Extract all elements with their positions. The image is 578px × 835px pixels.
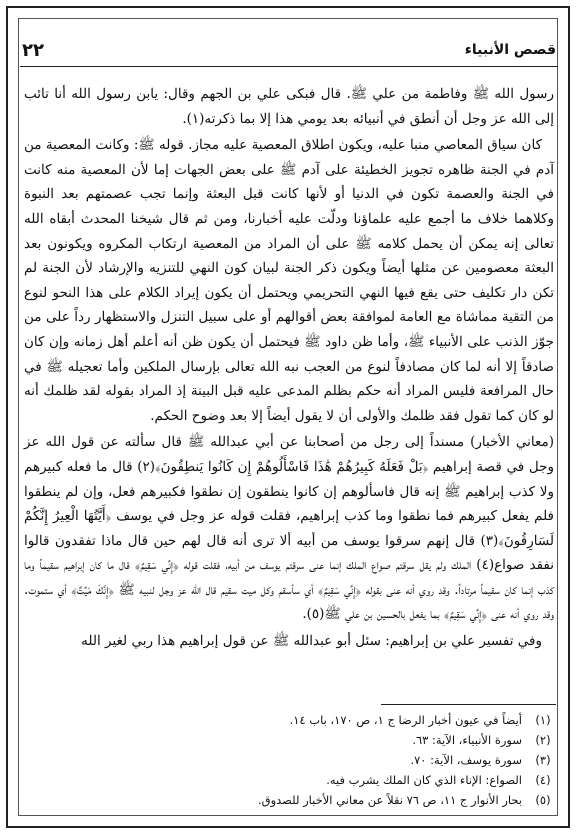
- footnote-text: سورة الأنبياء، الآية: ٦٣.: [412, 733, 522, 747]
- main-text: [24, 82, 554, 654]
- footnote-item: [24, 710, 554, 730]
- footnote-item: [24, 730, 554, 750]
- paragraph-3: (معاني الأخبار) مسنداً إلى رجل من أصحابنا عن أبي عبدالله ﷺ قال سألته عن قول الله عز وجل في قصة إبراهيم ﴿بَلْ فَعَلَهُ كَبِيرُهُمْ هَٰذَا فَاسْأَلُوهُمْ إِن كَانُوا يَنطِقُونَ﴾(٢) قال ما فعله كبيرهم ولا كذب إبراهيم ﷺ إنه قال فاسألوهم إن كانوا ينطقون إن نطقوا فكبيرهم فعل، وإن لم ينطقوا فلم يفعل كبيرهم فما نطقوا وما كذب إبراهيم، فقلت قوله عز وجل في يوسف ﴿أَيَّتُهَا الْعِيرُ إِنَّكُمْ لَسَارِقُونَ﴾(٣) قال إنهم سرقوا يوسف من أبيه ألا ترى أنه قال لهم حين قال ماذا تفقدون قالوا نفقد صواع(٤) الملك ولم يقل سرقتم صواع الملك إنما عنى سرقتم يوسف من أبيه، فقلت قوله ﴿إِنِّي سَقِيمٌ﴾ قال ما كان إبراهيم سقيماً وما كذب إنما كان سقيماً مرتاداً. وقد روي أنه عنى بقوله ﴿إِنِّي سَقِيمٌ﴾ أي سأسقم وكل ميت سقيم قال الله عز وجل لنبيه ﷺ ﴿إِنَّكَ مَيِّتٌ﴾ أي ستموت. وقد روي أنه عنى ﴿إِنِّي سَقِيمٌ﴾ بما يفعل بالحسين بن علي ﷺ(٥).: [24, 434, 554, 623]
- page-header: [22, 38, 556, 68]
- footnote-item: [24, 790, 554, 810]
- header-rule: [20, 66, 558, 67]
- footnote-text: بحار الأنوار ج ١١، ص ٧٦ نقلاً عن معاني الأخبار للصدوق.: [258, 793, 522, 807]
- footnote-item: [24, 770, 554, 790]
- footnote-text: أيضاً في عيون أخبار الرضا ج ١، ص ١٧٠، باب ١٤.: [289, 713, 522, 727]
- page-number: ٢٢: [22, 40, 44, 61]
- footnote-number: (٥): [535, 793, 551, 807]
- footnote-item: [24, 750, 554, 770]
- footnote-number: (٢): [535, 733, 551, 747]
- running-title: قصص الأنبياء: [464, 42, 556, 58]
- footnote-text: سورة يوسف، الآية: ٧٠.: [410, 753, 522, 767]
- footnotes: [24, 710, 554, 810]
- footnote-rule: [381, 704, 556, 705]
- paragraph-4: وفي تفسير علي بن إبراهيم: سئل أبو عبدالله ﷺ عن قول إبراهيم هذا ربي لغير الله: [81, 633, 542, 650]
- paragraph-2: كان سياق المعاصي منبا عليه، ويكون اطلاق المعصية عليه مجاز. قوله ﷺ: وكانت المعصية من آدم في الجنة ظاهره تجويز الخطيئة على آدم ﷺ على بعض الجهات إما لأن المعصية منه كانت في الجنة والعصمة تكون في الدنيا أو لأنها كانت قبل البعثة وإنما تجب عصمتهم بعد النبوة وكلاهما خلاف ما أجمع عليه علماؤنا ودلّت عليه أخبارنا، ومن ثم قال شيخنا المحدث أبقاه الله تعالى إنه يمكن أن يحمل كلامه ﷺ على أن المراد من المعصية ارتكاب المكروه ويكونون بعد البعثة معصومين عن مثلها أيضاً ويكون ذكر الجنة لبيان كون النهي للتنزيه والإرشاد لأن الجنة لم تكن دار تكليف حتى يقع فيها النهي التحريمي ويحتمل أن يكون إيراد الكلام على هذا النحو لنوع من التقية مماشاة مع العامة لموافقة بعض أقوالهم أو على سبيل التنزل والاستظهار رداً على من جوّز الذنب على الأنبياء ﷺ، وأما ظن داود ﷺ فيحتمل أن يكون ظن أنه أعلم أهل زمانه وإن كان صادقاً إلا أنه لما كان مصادفاً لنوع من العجب نبه الله تعالى بإرسال الملكين وأما تعجيله ﷺ في حال المرافعة فليس المراد أنه حكم بظلم المدعى عليه قبل البينة إذ المراد بقوله لقد ظلمك أنه لو كان كما تقول فقد ظلمك والأولى أن لا يقول أيضاً إلا بعد وضوح الحكم.: [24, 137, 554, 424]
- footnote-number: (٣): [535, 753, 551, 767]
- footnote-number: (١): [535, 713, 551, 727]
- footnote-text: الصواع: الإناء الذي كان الملك يشرب فيه.: [326, 773, 522, 787]
- paragraph-1: رسول الله ﷺ وفاطمة من علي ﷺ. قال فبكى علي بن الجهم وقال: يابن رسول الله أنا تائب إلى الله عز وجل أن أنطق في أنبيائه بعد يومي هذا إلا بما ذكرته(١).: [24, 86, 554, 127]
- footnote-number: (٤): [535, 773, 551, 787]
